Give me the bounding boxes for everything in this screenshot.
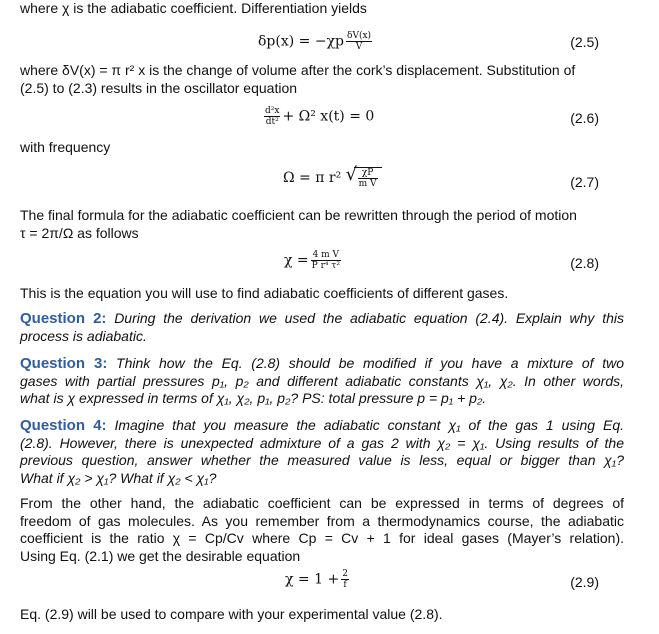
text-line: Using Eq. (2.1) we get the desirable equation [20,547,301,564]
question-4-heading: Question 4: [20,417,107,434]
eq-2-9-label: (2.9) [570,574,599,590]
closing-line [20,606,624,624]
text-line: previous question, answer whether the measured value is less, equal or bigger than χ₁? [20,452,624,468]
eq-2-8-formula: χ = $\frac{\text{4 m V}}{\text{P r⁴ τ²}}$ [284,250,340,271]
with-frequency-line [20,139,624,157]
text-line: (2.5) to (2.3) results in the oscillator equation [20,79,298,96]
paragraph-final-formula [20,207,624,242]
eq-2-6-formula: $\frac{\text{d²x}}{\text{dt²}}$ + Ω² x(t) = 0 [265,106,375,127]
text-line: This is the equation you will use to find adiabatic coefficients of different gases. [20,285,509,301]
eq-2-8-label: (2.8) [570,255,599,271]
text-line: Eq. (2.9) will be used to compare with your experimental value (2.8). [20,606,443,622]
intro-line [20,0,624,18]
paragraph-volume-change [20,62,624,97]
equation-2-5 [0,27,659,57]
text-line: The final formula for the adiabatic coefficient can be rewritten through the period of motion [20,207,577,223]
equation-2-7 [0,165,659,195]
eq-2-9-formula: χ = 1 + $\frac{2}{f}$ [285,569,348,590]
text-line: where δV(x) = π r² x is the change of volume after the cork’s displacement. Substitution of [20,62,576,78]
text-line: with frequency [20,139,111,155]
text-line: gases with partial pressures p₁, p₂ and different adiabatic constants χ₁, χ₂. In other words, [20,372,624,389]
question-3-heading: Question 3: [20,355,108,372]
equation-2-6 [0,104,659,134]
paragraph-use-equation [20,285,624,303]
text-line: where χ is the adiabatic coefficient. Differentiation yields [20,0,367,16]
eq-2-7-formula: Ω = π r² √ $\frac{\chi P}{\text{m V}}$ [283,167,382,189]
text-line: From the other hand, the adiabatic coefficient can be expressed in terms of degrees of [20,495,624,511]
text-line: (2.8). However, there is unexpected admixture of a gas 2 with χ₂ = χ₁. Using results of the [20,434,624,451]
equation-2-8 [0,248,659,278]
text-line: coefficient is the ratio χ = Cp/Cv where Cp = Cv + 1 for ideal gases (Mayer’s relation). [20,530,624,546]
text-line: What if χ₂ > χ₁? What if χ₂ < χ₁? [20,469,217,486]
equation-2-9 [0,568,659,598]
paragraph-degrees-of-freedom [20,495,624,565]
eq-2-5-label: (2.5) [570,34,599,50]
eq-2-5-formula: δp(x) = −χp $\frac{\delta V(x)}{V}$ [258,31,372,52]
text-line: freedom of gas molecules. As you remember from a thermodynamics course, the adiabatic [20,512,624,529]
text-line: τ = 2π/Ω as follows [20,224,139,241]
eq-2-6-label: (2.6) [570,110,599,126]
eq-2-7-label: (2.7) [570,174,599,190]
text-line: process is adiabatic. [20,327,147,344]
question-3: Question 3: Think how the Eq. (2.8) should be modified if you have a mixture of two gases with partial pressures p₁, p₂ and different adiabatic constants χ₁, χ₂. In other words, what is χ expressed in terms of χ₁, χ₂, p₁, p₂? PS: total pressure p = p₁ + p₂. [20,355,625,406]
question-2-heading: Question 2: [20,310,107,327]
question-4: Question 4: Imagine that you measure the adiabatic constant χ₁ of the gas 1 using Eq. (2.8). However, there is unexpected admixture of a gas 2 with χ₂ = χ₁. Using results of the previous question, answer whether the measured value is less, equal or bigger than χ₁? What if χ₂ > χ₁? What if χ₂ < χ₁? [20,417,625,486]
question-2: Question 2: During the derivation we used the adiabatic equation (2.4). Explain why this process is adiabatic. [20,310,624,344]
text-line: what is χ expressed in terms of χ₁, χ₂, p₁, p₂? PS: total pressure p = p₁ + p₂. [20,390,487,406]
